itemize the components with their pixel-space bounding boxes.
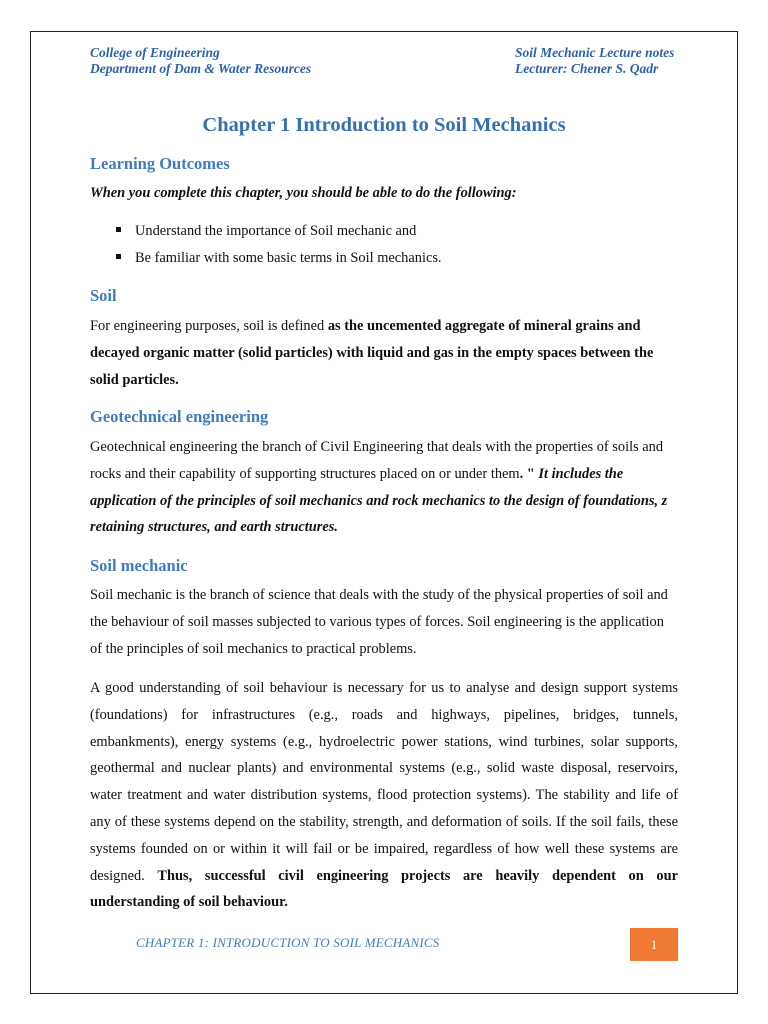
- para2-text-plain: A good understanding of soil behaviour is necessary for us to analyse and design support systems (foundations) for infrastructures (e.g., roads and highways, pipelines, bridges, tunnels, embankments), energy systems (e.g., hydroelectric power stations, wind turbines, solar supports, geothermal and nuclear plants) and environmental systems (e.g., solid waste disposal, reservoirs, water treatment and water distribution systems, flood protection systems). The stability and life of any of these systems depend on the stability, strength, and deformation of soils. If the soil fails, these systems founded on or within it will fail or be impaired, regardless of how well these systems are designed.: [90, 680, 678, 884]
- header-lecturer: Lecturer: Chener S. Qadr: [515, 61, 659, 76]
- footer-chapter-title: CHAPTER 1: INTRODUCTION TO SOIL MECHANICS: [136, 935, 440, 950]
- bullet-square-icon: [116, 227, 121, 232]
- bullet-square-icon: [116, 254, 121, 259]
- soil-mechanic-heading: Soil mechanic: [90, 556, 188, 575]
- geo-text-bold-italic: It includes the application of the principles of soil mechanics and rock mechanics to the design of foundations, z retaining structures, and earth structures.: [90, 465, 668, 536]
- header-course: Soil Mechanic Lecture notes: [515, 45, 675, 60]
- learning-outcomes-heading: Learning Outcomes: [90, 154, 230, 173]
- geo-text-plain: Geotechnical engineering the branch of Civil Engineering that deals with the properties of soils and rocks and their capability of supporting structures placed on or under them: [90, 439, 664, 482]
- para2-text-bold: Thus, successful civil engineering projects are heavily dependent on our understanding of soil behaviour.: [90, 867, 678, 911]
- list-item: [116, 222, 416, 240]
- header-college: College of Engineering: [90, 45, 220, 60]
- soil-mechanic-paragraph-1: Soil mechanic is the branch of science that deals with the study of the physical properties of soil and the behaviour of soil masses subjected to various types of forces. Soil engineering is the application of the principles of soil mechanics to practical problems.: [90, 587, 668, 657]
- learning-outcomes-intro: When you complete this chapter, you should be able to do the following:: [90, 185, 517, 201]
- page-number: 1: [630, 928, 678, 961]
- geotechnical-paragraph: [90, 434, 678, 541]
- header-department: Department of Dam & Water Resources: [90, 61, 312, 76]
- geo-text-bold: . ": [519, 465, 539, 482]
- soil-heading: Soil: [90, 286, 117, 305]
- soil-paragraph: [90, 313, 678, 393]
- list-item-text: Understand the importance of Soil mechanic and: [135, 223, 417, 239]
- page-title: Chapter 1 Introduction to Soil Mechanics: [202, 114, 566, 136]
- soil-text-plain: For engineering purposes, soil is defined: [90, 318, 328, 334]
- geotechnical-heading: Geotechnical engineering: [90, 407, 269, 426]
- header-left: [90, 45, 311, 77]
- list-item: [116, 249, 442, 267]
- soil-text-bold: as the uncemented aggregate of mineral grains and decayed organic matter (solid particles) with liquid and gas in the empty spaces between the solid particles.: [90, 318, 654, 388]
- list-item-text: Be familiar with some basic terms in Soil mechanics.: [135, 250, 442, 266]
- header-right: [515, 45, 674, 77]
- soil-mechanic-paragraph-2: [90, 675, 678, 916]
